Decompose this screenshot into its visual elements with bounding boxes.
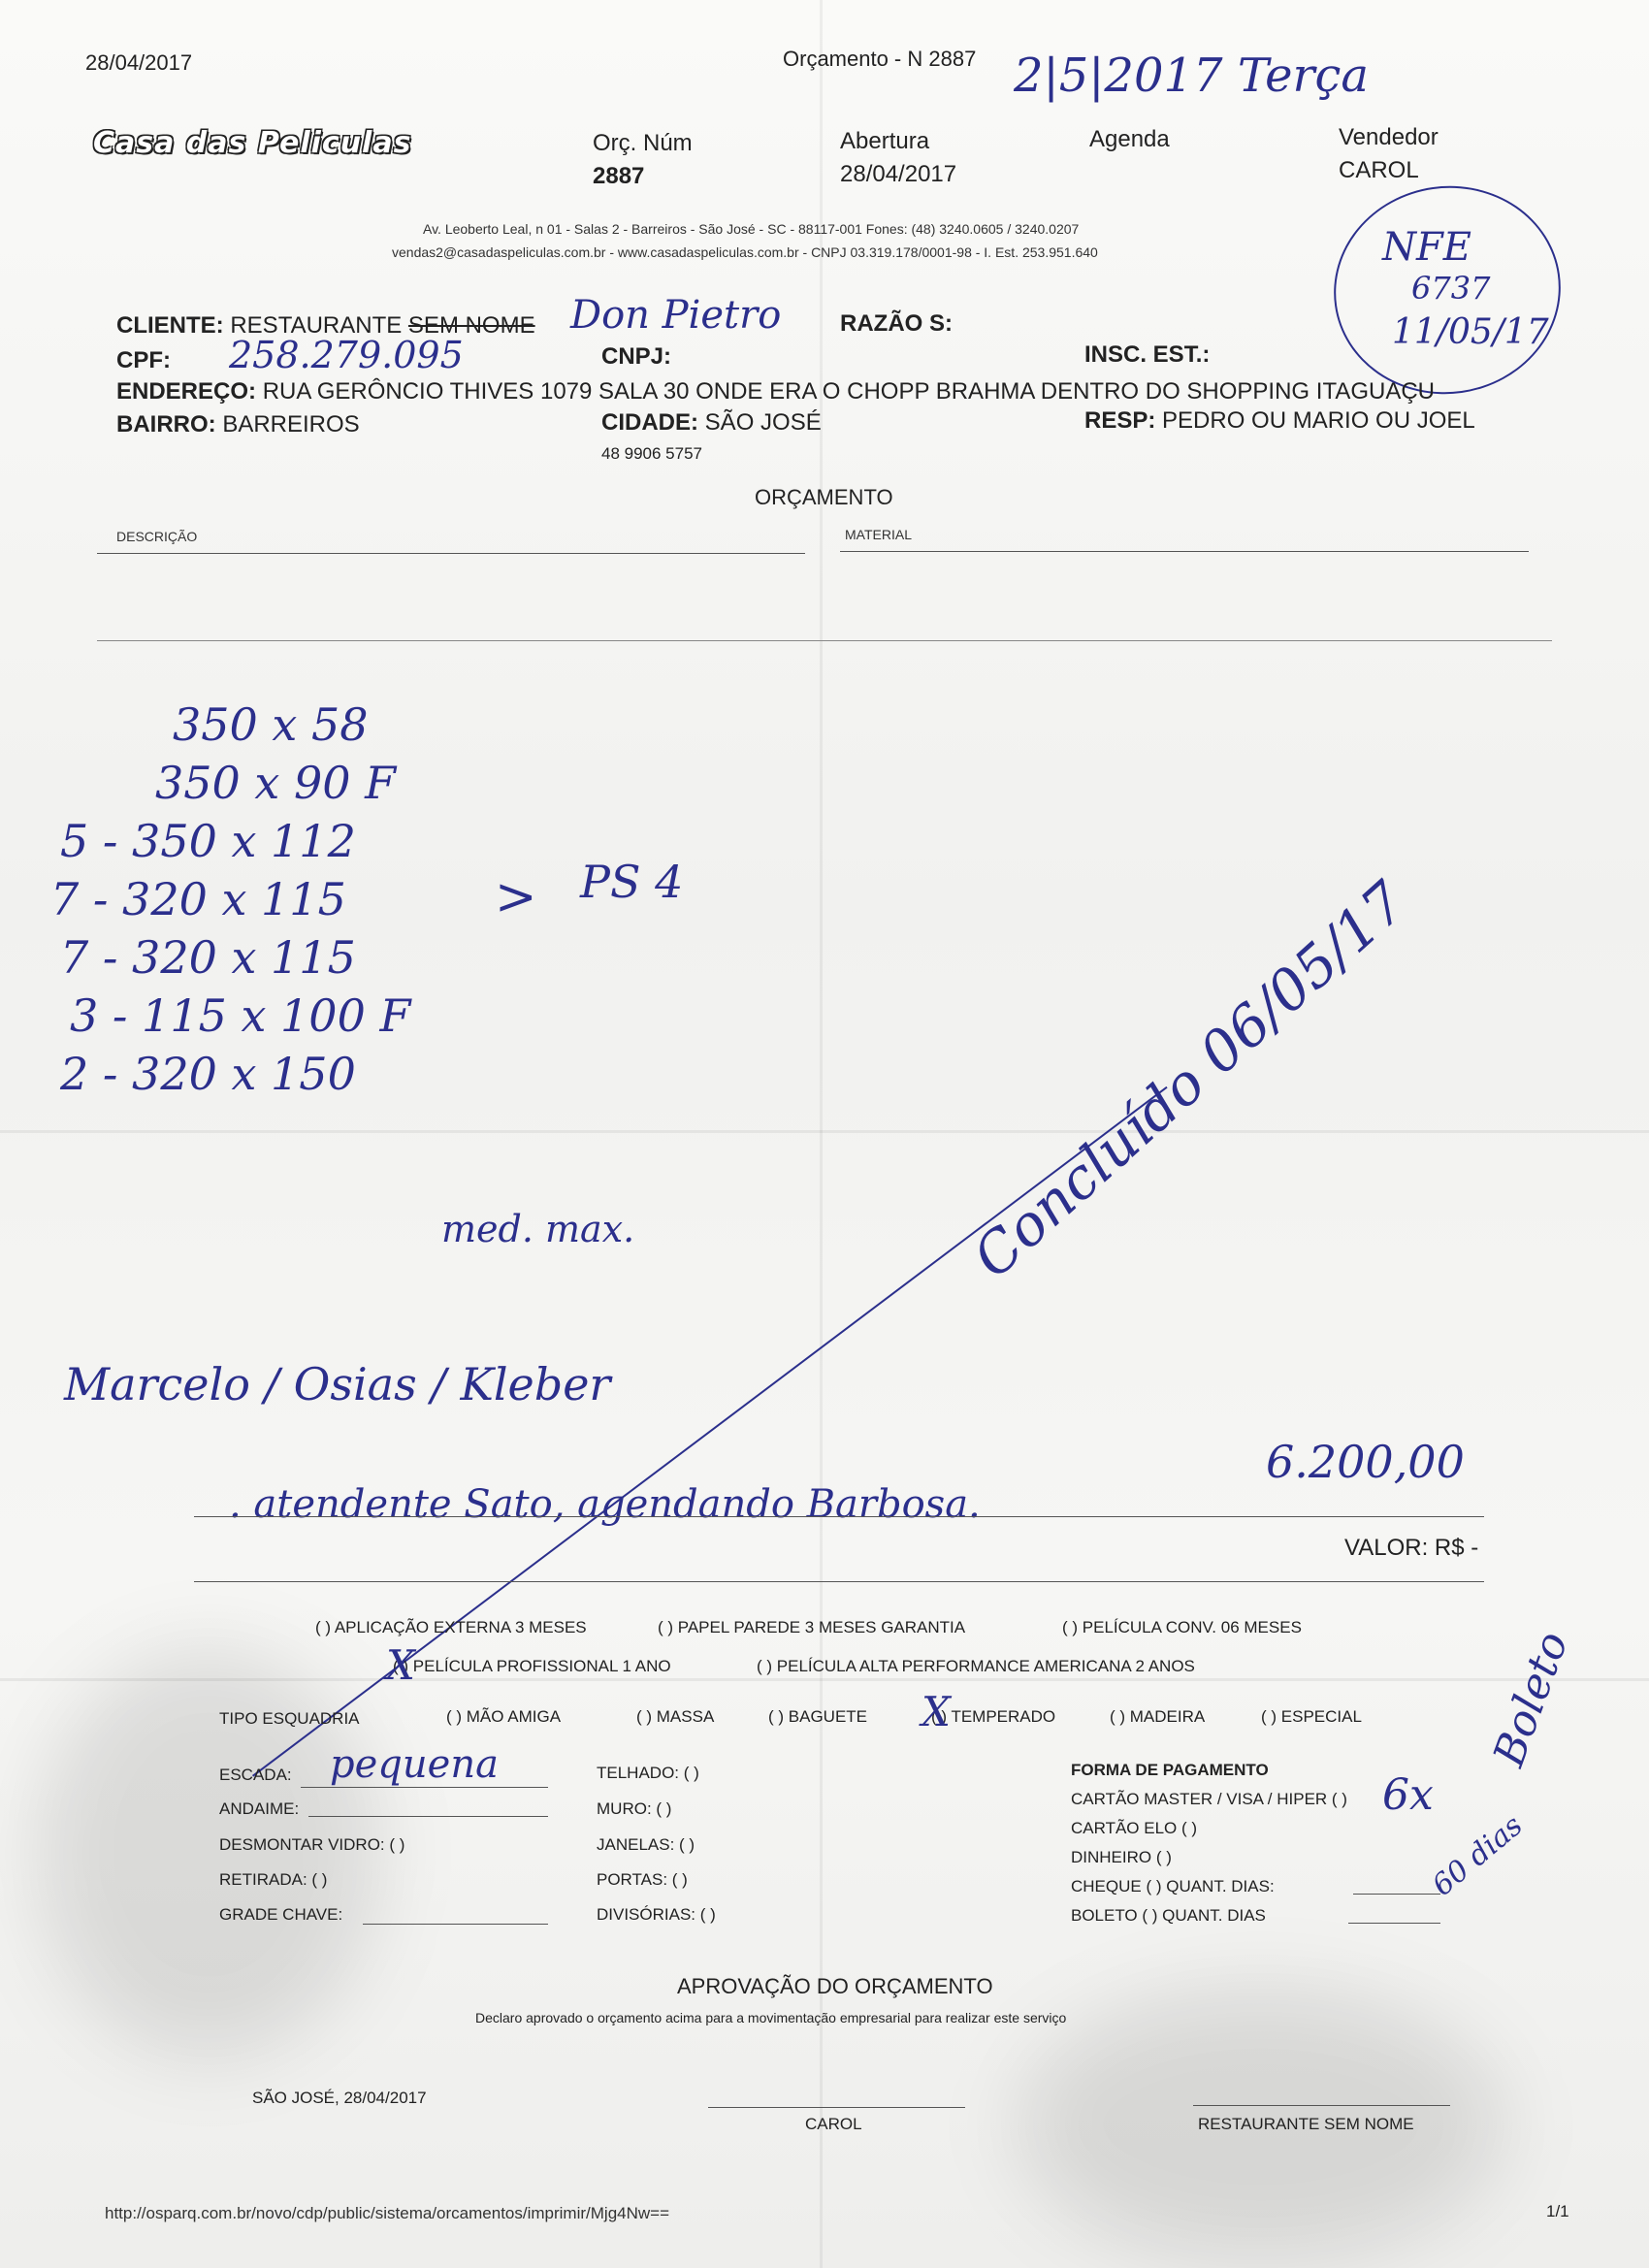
vendedor-value: CAROL <box>1339 157 1419 183</box>
cheque-days-line <box>1353 1894 1440 1895</box>
page-number: 1/1 <box>1546 2202 1569 2220</box>
company-logo: Casa das Peliculas <box>93 126 412 160</box>
option-pelicula-profissional[interactable]: ( ) PELÍCULA PROFISSIONAL 1 ANO <box>393 1657 671 1675</box>
handwritten-boleto: Boleto <box>1484 1625 1578 1773</box>
handwritten-nfe-number: 6737 <box>1411 270 1491 307</box>
budget-heading: ORÇAMENTO <box>755 485 893 509</box>
muro[interactable]: MURO: ( ) <box>597 1799 672 1818</box>
handwritten-measure: 350 x 90 F <box>155 757 397 809</box>
janelas[interactable]: JANELAS: ( ) <box>597 1835 695 1854</box>
signature-line <box>708 2107 965 2108</box>
cliente-label: CLIENTE: <box>116 312 224 339</box>
boleto-days-line <box>1348 1923 1440 1924</box>
payment-boleto[interactable]: BOLETO ( ) QUANT. DIAS <box>1071 1906 1266 1925</box>
option-pelicula-conv[interactable]: ( ) PELÍCULA CONV. 06 MESES <box>1062 1618 1302 1636</box>
client-phone: 48 9906 5757 <box>601 444 702 463</box>
option-especial[interactable]: ( ) ESPECIAL <box>1261 1707 1362 1726</box>
payment-cheque[interactable]: CHEQUE ( ) QUANT. DIAS: <box>1071 1877 1275 1895</box>
payment-title: FORMA DE PAGAMENTO <box>1071 1761 1269 1779</box>
cliente-value: RESTAURANTE <box>230 312 403 339</box>
grade-chave-line <box>363 1924 548 1925</box>
portas[interactable]: PORTAS: ( ) <box>597 1870 688 1889</box>
handwritten-measure: 2 - 320 x 150 <box>60 1048 356 1100</box>
description-line <box>194 1516 1484 1517</box>
bairro-label: BAIRRO: <box>116 411 216 437</box>
contact-line: vendas2@casadaspeliculas.com.br - www.casadaspeliculas.com.br - CNPJ 03.319.178/0001-98 - I. Est. 253.951.640 <box>392 244 1098 260</box>
telhado[interactable]: TELHADO: ( ) <box>597 1764 699 1782</box>
handwritten-concluido: Concluído 06/05/17 <box>960 868 1419 1291</box>
bairro-value: BARREIROS <box>222 411 360 437</box>
address-line: Av. Leoberto Leal, n 01 - Salas 2 - Barreiros - São José - SC - 88117-001 Fones: (48) 3240.0605 / 3240.0207 <box>423 221 1080 237</box>
handwritten-escada: pequena <box>330 1742 499 1787</box>
option-pelicula-alta-performance[interactable]: ( ) PELÍCULA ALTA PERFORMANCE AMERICANA 2 ANOS <box>757 1657 1195 1675</box>
handwritten-dias: 60 dias <box>1426 1808 1530 1903</box>
signature-line <box>1193 2105 1450 2106</box>
desmontar-vidro[interactable]: DESMONTAR VIDRO: ( ) <box>219 1835 405 1854</box>
retirada[interactable]: RETIRADA: ( ) <box>219 1870 328 1889</box>
cnpj-label: CNPJ: <box>601 343 672 370</box>
divider <box>840 551 1529 552</box>
option-temperado[interactable]: ( ) TEMPERADO <box>931 1707 1056 1726</box>
handwritten-check-mark: X <box>386 1641 415 1689</box>
handwritten-ps4: PS 4 <box>580 856 684 908</box>
valor-label: VALOR: R$ - <box>1344 1535 1479 1561</box>
option-aplicacao-externa[interactable]: ( ) APLICAÇÃO EXTERNA 3 MESES <box>315 1618 587 1636</box>
description-line <box>194 1581 1484 1582</box>
divider <box>97 553 805 554</box>
handwritten-measure: 350 x 58 <box>173 698 369 751</box>
handwritten-nfe-date: 11/05/17 <box>1392 312 1549 352</box>
handwritten-date: 2|5|2017 Terça <box>1014 49 1369 103</box>
handwritten-med-max: med. max. <box>441 1208 635 1250</box>
divisorias[interactable]: DIVISÓRIAS: ( ) <box>597 1905 716 1924</box>
payment-cartao-elo[interactable]: CARTÃO ELO ( ) <box>1071 1819 1198 1837</box>
abertura-value: 28/04/2017 <box>840 161 957 187</box>
option-papel-parede[interactable]: ( ) PAPEL PAREDE 3 MESES GARANTIA <box>658 1618 966 1636</box>
option-mao-amiga[interactable]: ( ) MÃO AMIGA <box>446 1707 562 1726</box>
handwritten-nfe: NFE <box>1382 225 1471 270</box>
option-madeira[interactable]: ( ) MADEIRA <box>1110 1707 1206 1726</box>
signature-carol: CAROL <box>805 2115 862 2133</box>
document-title: Orçamento - N 2887 <box>783 47 977 71</box>
handwritten-names: Marcelo / Osias / Kleber <box>64 1358 611 1410</box>
option-baguete[interactable]: ( ) BAGUETE <box>768 1707 868 1726</box>
cidade-label: CIDADE: <box>601 409 698 436</box>
orc-num-label: Orç. Núm <box>593 130 693 156</box>
payment-cartao-master[interactable]: CARTÃO MASTER / VISA / HIPER ( ) <box>1071 1790 1347 1808</box>
material-label: MATERIAL <box>845 527 912 542</box>
divider <box>97 640 1552 641</box>
andaime-label: ANDAIME: <box>219 1799 300 1818</box>
cidade-value: SÃO JOSÉ <box>704 409 822 436</box>
cpf-label: CPF: <box>116 347 171 373</box>
handwritten-measure: 7 - 320 x 115 <box>60 931 356 984</box>
insc-label: INSC. EST.: <box>1084 341 1211 368</box>
payment-dinheiro[interactable]: DINHEIRO ( ) <box>1071 1848 1172 1866</box>
tipo-esquadria-label: TIPO ESQUADRIA <box>219 1709 360 1728</box>
option-massa[interactable]: ( ) MASSA <box>636 1707 715 1726</box>
fold-line <box>820 0 823 2268</box>
signature-client: RESTAURANTE SEM NOME <box>1198 2115 1414 2133</box>
orc-num-value: 2887 <box>593 163 645 189</box>
fold-line <box>0 1130 1649 1133</box>
handwritten-cpf: 258.279.095 <box>229 334 464 376</box>
handwritten-measure: 3 - 115 x 100 F <box>70 989 411 1042</box>
resp-label: RESP: <box>1084 407 1156 434</box>
cliente-struck: SEM NOME <box>407 312 535 339</box>
endereco-label: ENDEREÇO: <box>116 378 257 405</box>
razao-label: RAZÃO S: <box>840 310 953 337</box>
escada-label: ESCADA: <box>219 1766 292 1784</box>
handwritten-atendente: . atendente Sato, agendando Barbosa. <box>229 1482 981 1527</box>
approval-text: Declaro aprovado o orçamento acima para a movimentação empresarial para realizar este serviço <box>475 2010 1067 2025</box>
handwritten-measure: 7 - 320 x 115 <box>50 873 346 925</box>
handwritten-client-name: Don Pietro <box>570 293 782 338</box>
handwritten-measure: 5 - 350 x 112 <box>60 815 356 867</box>
place-date: SÃO JOSÉ, 28/04/2017 <box>252 2089 427 2107</box>
fold-line <box>0 1678 1649 1681</box>
abertura-label: Abertura <box>840 128 930 154</box>
print-date: 28/04/2017 <box>85 50 193 75</box>
grade-chave-label: GRADE CHAVE: <box>219 1905 343 1924</box>
resp-value: PEDRO OU MARIO OU JOEL <box>1162 407 1475 434</box>
footer-url[interactable]: http://osparq.com.br/novo/cdp/public/sistema/orcamentos/imprimir/Mjg4Nw== <box>105 2204 670 2222</box>
escada-line <box>301 1787 548 1788</box>
handwritten-check-mark: X <box>922 1688 951 1735</box>
endereco-value: RUA GERÔNCIO THIVES 1079 SALA 30 ONDE ERA O CHOPP BRAHMA DENTRO DO SHOPPING ITAGUAÇU <box>262 378 1435 405</box>
andaime-line <box>308 1816 548 1817</box>
handwritten-valor: 6.200,00 <box>1266 1436 1465 1488</box>
approval-title: APROVAÇÃO DO ORÇAMENTO <box>677 1974 993 1998</box>
handwritten-parcelas: 6x <box>1382 1770 1434 1820</box>
vendedor-label: Vendedor <box>1339 124 1439 150</box>
agenda-label: Agenda <box>1089 126 1170 152</box>
handwritten-bracket: > <box>495 868 537 926</box>
descricao-label: DESCRIÇÃO <box>116 529 198 544</box>
